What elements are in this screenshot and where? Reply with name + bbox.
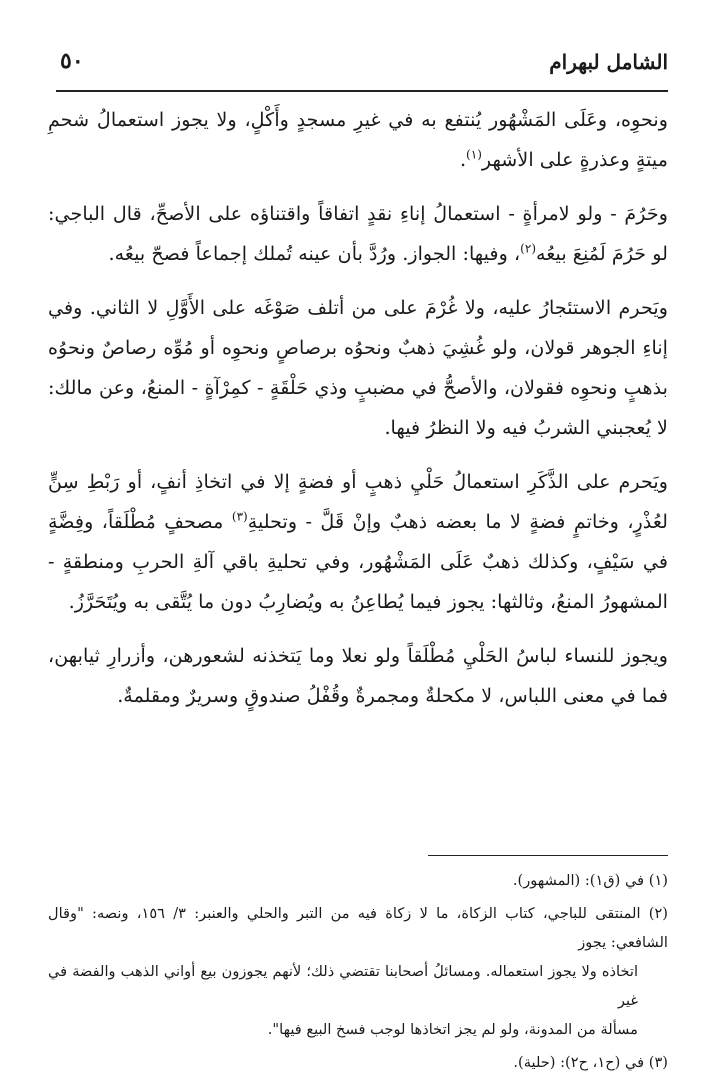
paragraph: ونحوِه، وعَلَى المَشْهُور يُنتفع به في غيرِ مسجدٍ وأَكْلٍ، ولا يجوز استعمالُ شحمِ ميتةٍ وعذرةٍ على الأشهر$^{(١)}$. bbox=[48, 108, 668, 171]
page-number: ٥٠ bbox=[60, 48, 84, 74]
paragraph: وحَرُمَ - ولو لامرأةٍ - استعمالُ إناءِ نقدٍ اتفاقاً واقتناؤه على الأصحِّ، قال الباجي: لو حَرُمَ لَمُنِعَ بيعُه$^{(٢)}$، وفيها: الجواز. ورُدَّ بأن عينه تُملك إجماعاً فصحّ بيعُه. bbox=[48, 202, 668, 265]
footnote-marker: (١) bbox=[466, 147, 482, 162]
footnote-marker: (٢) bbox=[520, 241, 536, 256]
footnote: (٣) في (ح١، ح٢): (حلية). bbox=[513, 1054, 668, 1071]
footnote-divider bbox=[428, 855, 668, 856]
running-title: الشامل لبهرام bbox=[549, 50, 668, 74]
page-header bbox=[56, 44, 668, 92]
footnote-marker: (٣) bbox=[231, 509, 248, 524]
footnote: (١) في (ق١): (المشهور). bbox=[512, 872, 668, 889]
footnotes bbox=[48, 866, 668, 1081]
footnote: (٢) المنتقى للباجي، كتاب الزكاة، ما لا زكاة فيه من التبر والحلي والعنبر: ٣/ ١٥٦، ونصه: "وقال الشافعي: يجوز اتخاذه ولا يجوز استعماله. ومسائلُ أصحابنا تقتضي ذلك؛ لأنهم يجوزون بيع أواني الذهب والفضة في غير مسألة من المدونة، ولو لم يجز اتخاذها لوجب فسخ البيع فيها". bbox=[48, 905, 668, 1038]
paragraph: ويَحرم على الذَّكَرِ استعمالُ حَلْيِ ذهبٍ أو فضةٍ إلا في اتخاذِ أنفٍ، أو رَبْطِ سِنٍّ لعُذْرٍ، وخاتمٍ فضةٍ لا ما بعضه ذهبٌ وإنْ قَلَّ - وتحليةِ$^{(٣)}$ مصحفٍ مُطْلَقاً، وفِضَّةٍ في سَيْفٍ، وكذلك ذهبٌ عَلَى المَشْهُور، وفي تحليةِ باقي آلةِ الحربِ ومنطقةٍ - المشهورُ المنعُ، وثالثها: يجوز فيما يُطاعِنُ به ويُضارِبُ دون ما يُتَّقى به ويُتَحَرَّزُ. bbox=[48, 470, 668, 613]
paragraph: ويجوز للنساء لباسُ الحَلْيِ مُطْلَقاً ولو نعلا وما يَتخذنه لشعورهن، وأزرارِ ثيابهن، فما في معنى اللباس، لا مكحلةٌ ومجمرةٌ وقُفْلُ صندوقٍ وسريرٌ ومقلمةٌ. bbox=[48, 644, 668, 707]
paragraph: ويَحرم الاستئجارُ عليه، ولا غُرْمَ على من أتلف صَوْغَه على الأَوَّلِ لا الثاني. وفي إناءِ الجوهر قولان، ولو غُشِيَ ذهبٌ ونحوُه برصاصٍ ونحوِه أو مُوِّه رصاصٌ ونحوُه بذهبٍ ونحوِه فقولان، والأصحُّ في مضببٍ وذي حَلْقَةٍ - كمِرْآةٍ - المنعُ، وعن مالك: لا يُعجبني الشربُ فيه ولا النظرُ فيها. bbox=[48, 296, 668, 439]
main-text bbox=[48, 100, 668, 730]
